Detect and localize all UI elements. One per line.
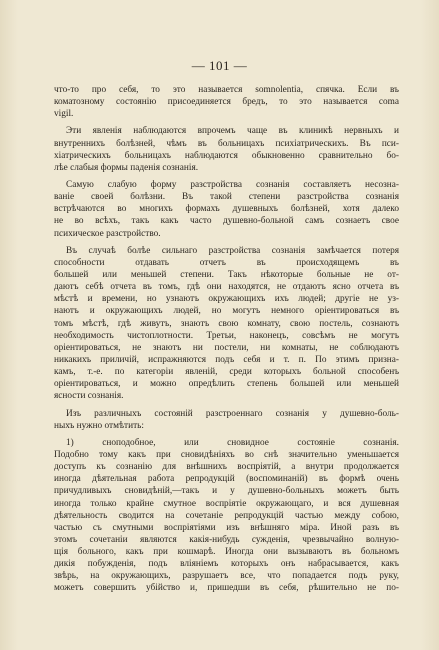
text-line: дѣятельность сводится на сочетаніе репродукцій частью между собою, — [54, 510, 399, 521]
text-line: доступъ къ сознанію для внѣшнихъ воспріятій, а внутри продолжается — [54, 462, 399, 473]
text-line: внутреннихъ болѣзней, чѣмъ въ больницахъ психіатрическихъ. Въ пси- — [54, 138, 399, 149]
paragraph — [54, 179, 399, 240]
text-line: томъ мѣстѣ, гдѣ живутъ, знаютъ свою комнату, свою постель, сознаютъ — [54, 318, 399, 329]
text-line: Изъ различныхъ состояній разстроеннаго сознанія у душевно-боль- — [66, 408, 399, 419]
text-line: встрѣчаются во многихъ формахъ душевныхъ болѣзней, хотя далеко — [54, 204, 399, 215]
paragraph — [54, 437, 399, 595]
text-line: мѣстѣ и времени, но узнаютъ окружающихъ ихъ людей; другіе не уз- — [54, 294, 399, 305]
text-line: иногда только крайне смутное воспріятіе окружающаго, и вся душевная — [54, 498, 399, 509]
text-line: ваніе своей болѣзни. Въ такой степени разстройства сознанія — [54, 192, 399, 203]
text-line: лѣе слабыя формы паденія сознанія. — [54, 162, 199, 173]
text-line: причудливыхъ сновидѣній,—такъ и у душевно-больныхъ можетъ быть — [54, 486, 399, 497]
text-line: необходимость чистоплотности. Третьи, наконецъ, совсѣмъ не могутъ — [54, 330, 399, 341]
text-line: Въ случаѣ болѣе сильнаго разстройства сознанія замѣчается потеря — [66, 245, 399, 256]
text-line: что-то про себя, то это называется somnolentia, спячка. Если въ — [54, 85, 399, 95]
text-line: Подобно тому какъ при сновидѣніяхъ во снѣ значительно уменьшается — [54, 449, 399, 460]
text-line: не во всѣхъ, такъ какъ часто душевно-больной самъ сознаетъ свое — [54, 216, 399, 227]
text-line: психическое разстройство. — [54, 228, 161, 239]
text-line: наютъ и окружающихъ людей, но могутъ немного оріентироваться въ — [54, 306, 399, 317]
page-number: — 101 — — [191, 58, 248, 73]
text-line: иногда дѣятельная работа репродукцій (воспоминаній) въ формѣ очень — [54, 474, 399, 485]
text-line: Самую слабую форму разстройства сознанія составляетъ несозна- — [66, 179, 399, 190]
text-line: звѣрь, на окружающихъ, разрушаетъ все, что попадается подъ руку, — [54, 571, 399, 582]
text-line: можетъ совершить убійство и, пришедши въ себя, рѣшительно не по- — [54, 583, 399, 594]
text-line: даютъ себѣ отчета въ томъ, гдѣ они находятся, не отдаютъ ясно отчета въ — [54, 282, 399, 293]
text-line: этомъ сочетаніи являются какія-нибудь сужденія, чрезвычайно волную- — [54, 534, 399, 545]
text-line: хіатрическихъ больницахъ наблюдаются обыкновенно сравнительно бо- — [54, 150, 399, 161]
paragraph — [54, 245, 399, 403]
text-line: камъ, т.-е. по категоріи явленій, среди которыхъ больной способенъ — [54, 367, 399, 378]
page-body-text — [54, 84, 399, 595]
text-line: большей или меньшей степени. Такъ нѣкоторые больные не от- — [54, 269, 399, 280]
text-line: дикія побужденія, подъ вліяніемъ которыхъ онъ набрасывается, какъ — [54, 559, 399, 570]
text-line: 1) сноподобное, или сновидное состояніе сознанія. — [66, 437, 399, 448]
text-line: Эти явленія наблюдаются впрочемъ чаще въ клиникѣ нервныхъ и — [66, 126, 399, 137]
text-line: щія больного, какъ при кошмарѣ. Иногда они вызываютъ въ больномъ — [54, 547, 399, 558]
text-line: ясности сознанія. — [54, 391, 124, 402]
paragraph — [54, 408, 399, 432]
text-line: оріентироваться, не знаютъ ни постели, ни комнаты, не соблюдаютъ — [54, 342, 399, 353]
paragraph — [54, 84, 399, 120]
text-line: ныхъ нужно отмѣтить: — [54, 420, 144, 431]
text-line: частью съ смутными воспріятіями изъ внѣшняго міра. Иной разъ въ — [54, 522, 399, 533]
text-line: способности отдавать отчетъ въ происходящемъ въ — [54, 257, 399, 268]
text-line: никакихъ приличій, испражняются подъ себя и т. п. По этимъ призна- — [54, 354, 399, 365]
text-line: оріентироваться, и можно опредѣлить степень большей или меньшей — [54, 379, 399, 390]
text-line: коматозному состоянію присоединяется бредъ, то это называется coma — [54, 97, 399, 108]
paragraph — [54, 125, 399, 174]
text-line: vigil. — [54, 109, 74, 120]
